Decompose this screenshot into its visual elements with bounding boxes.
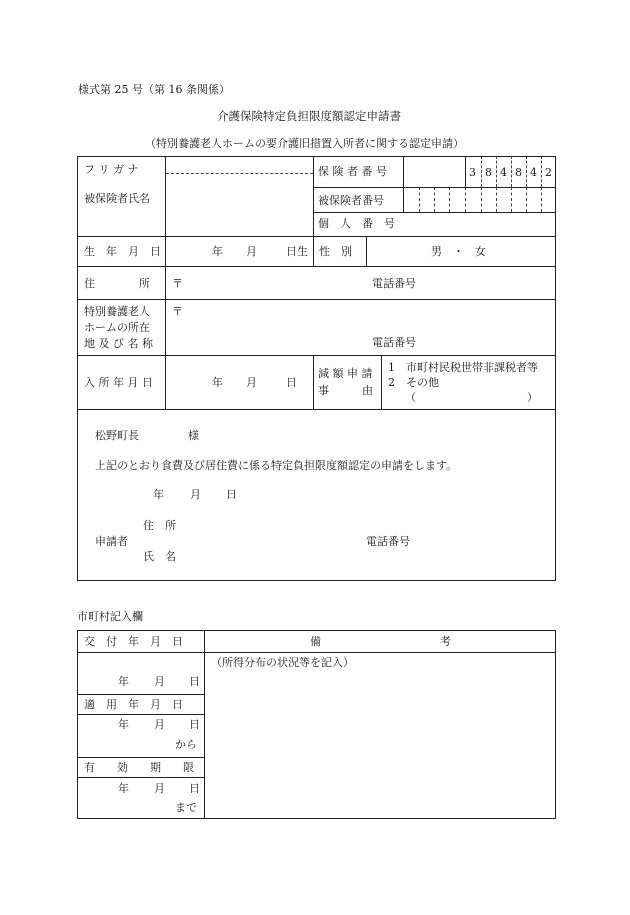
- application-statement: 上記のとおり食費及び居住費に係る特定負担限度額認定の申請をします。: [95, 459, 458, 472]
- insurer-digit: 8: [485, 166, 492, 179]
- insurer-digit: 3: [469, 166, 476, 179]
- validity-year-unit: 年: [118, 782, 129, 795]
- digit-cell-divider: [465, 156, 466, 187]
- col-divider: [366, 236, 367, 266]
- form-subtitle: （特別養護老人ホームの要介護旧措置入所者に関する認定申請）: [145, 137, 464, 150]
- remarks-label-2: 考: [440, 635, 451, 648]
- admission-year-unit: 年: [212, 376, 223, 389]
- row-divider: [77, 409, 556, 410]
- applicant-address-label: 住 所: [143, 519, 176, 532]
- applicant-name-label: 氏 名: [143, 550, 176, 563]
- digit-cell-divider: [496, 156, 497, 187]
- birth-day-unit: 日生: [286, 245, 308, 258]
- apply-day-unit: 日: [189, 718, 200, 731]
- issue-date-label: 交 付 年 月 日: [84, 635, 183, 648]
- remarks-label-1: 備: [310, 635, 321, 648]
- reduction-label-line2: 事 由: [318, 384, 373, 397]
- remarks-note: （所得分布の状況等を記入）: [211, 656, 354, 669]
- until-label: まで: [175, 801, 197, 814]
- apply-year-unit: 年: [118, 718, 129, 731]
- honorific: 様: [188, 429, 199, 442]
- facility-postal-mark: 〒: [172, 305, 183, 318]
- insurer-digit: 8: [515, 166, 522, 179]
- row-divider: [77, 236, 556, 237]
- insurer-digit: 4: [530, 166, 537, 179]
- digit-cell-divider: [511, 156, 512, 187]
- address-input[interactable]: [166, 267, 555, 298]
- validity-day-unit: 日: [189, 782, 200, 795]
- admission-month-unit: 月: [246, 376, 257, 389]
- apply-month-unit: 月: [154, 718, 165, 731]
- row-divider: [77, 694, 204, 695]
- facility-phone-label: 電話番号: [372, 336, 416, 349]
- address-phone-label: 電話番号: [372, 277, 416, 290]
- digit-cell-divider: [541, 156, 542, 187]
- remarks-input[interactable]: [205, 672, 555, 818]
- validity-label: 有 効 期 限: [84, 761, 194, 774]
- sex-options[interactable]: 男 ・ 女: [431, 245, 486, 258]
- digit-cell-divider: [526, 156, 527, 187]
- applicant-address-input[interactable]: [185, 515, 355, 531]
- insurer-digit: 4: [500, 166, 507, 179]
- col-divider: [313, 156, 314, 266]
- facility-label-line3: 地 及 び 名 称: [84, 337, 153, 350]
- row-divider: [77, 714, 204, 715]
- from-label: から: [175, 738, 197, 751]
- application-date-input[interactable]: [120, 484, 240, 502]
- admission-date-label: 入 所 年 月 日: [84, 376, 153, 389]
- address-label: 住 所: [84, 277, 150, 290]
- row-divider: [77, 355, 556, 356]
- row-divider: [77, 652, 556, 653]
- reason-paren-close: ）: [527, 391, 538, 404]
- row-divider: [77, 777, 204, 778]
- col-divider: [381, 355, 382, 409]
- reason-option-2[interactable]: 2 その他: [388, 376, 439, 389]
- insured-name-input[interactable]: [166, 174, 312, 235]
- furigana-input[interactable]: [166, 157, 312, 173]
- sex-label: 性 別: [319, 245, 352, 258]
- issue-month-unit: 月: [154, 675, 165, 688]
- application-month-unit: 月: [190, 488, 201, 501]
- reason-paren-open: （: [405, 391, 416, 404]
- form-number: 様式第 25 号（第 16 条関係）: [78, 83, 230, 96]
- facility-label-line2: ホームの所在: [84, 321, 150, 334]
- facility-input[interactable]: [166, 300, 555, 354]
- issue-year-unit: 年: [118, 675, 129, 688]
- insured-name-label: 被保険者氏名: [84, 192, 150, 205]
- birth-month-unit: 月: [246, 245, 257, 258]
- applicant-label: 申請者: [95, 535, 128, 548]
- insured-number-input[interactable]: [404, 188, 555, 211]
- reduction-label-line1: 減 額 申 請: [318, 367, 373, 380]
- insurer-number-label: 保 険 者 番 号: [318, 165, 387, 178]
- apply-date-label: 適 用 年 月 日: [84, 698, 183, 711]
- birth-date-label: 生 年 月 日: [84, 245, 161, 258]
- applicant-name-input[interactable]: [185, 546, 355, 562]
- municipal-section-title: 市町村記入欄: [77, 610, 143, 623]
- digit-cell-divider: [481, 156, 482, 187]
- form-title: 介護保険特定負担限度額認定申請書: [217, 109, 401, 123]
- application-year-unit: 年: [153, 488, 164, 501]
- issue-day-unit: 日: [189, 675, 200, 688]
- application-day-unit: 日: [226, 488, 237, 501]
- applicant-phone-input[interactable]: [420, 531, 550, 547]
- furigana-label: フ リ ガ ナ: [84, 163, 139, 176]
- postal-mark: 〒: [172, 277, 183, 290]
- personal-number-input[interactable]: [404, 213, 555, 235]
- reason-option-1[interactable]: 1 市町村民税世帯非課税者等: [388, 361, 538, 374]
- facility-label-line1: 特別養護老人: [84, 305, 150, 318]
- applicant-phone-label: 電話番号: [366, 535, 410, 548]
- reason-other-input[interactable]: [418, 390, 523, 404]
- insured-number-label: 被保険者番号: [318, 194, 384, 207]
- admission-day-unit: 日: [286, 376, 297, 389]
- birth-year-unit: 年: [212, 245, 223, 258]
- addressee: 松野町長: [95, 429, 139, 442]
- col-divider: [313, 355, 314, 409]
- insurer-digit: 2: [545, 166, 552, 179]
- validity-month-unit: 月: [154, 782, 165, 795]
- personal-number-label: 個 人 番 号: [318, 217, 395, 230]
- row-divider: [77, 757, 204, 758]
